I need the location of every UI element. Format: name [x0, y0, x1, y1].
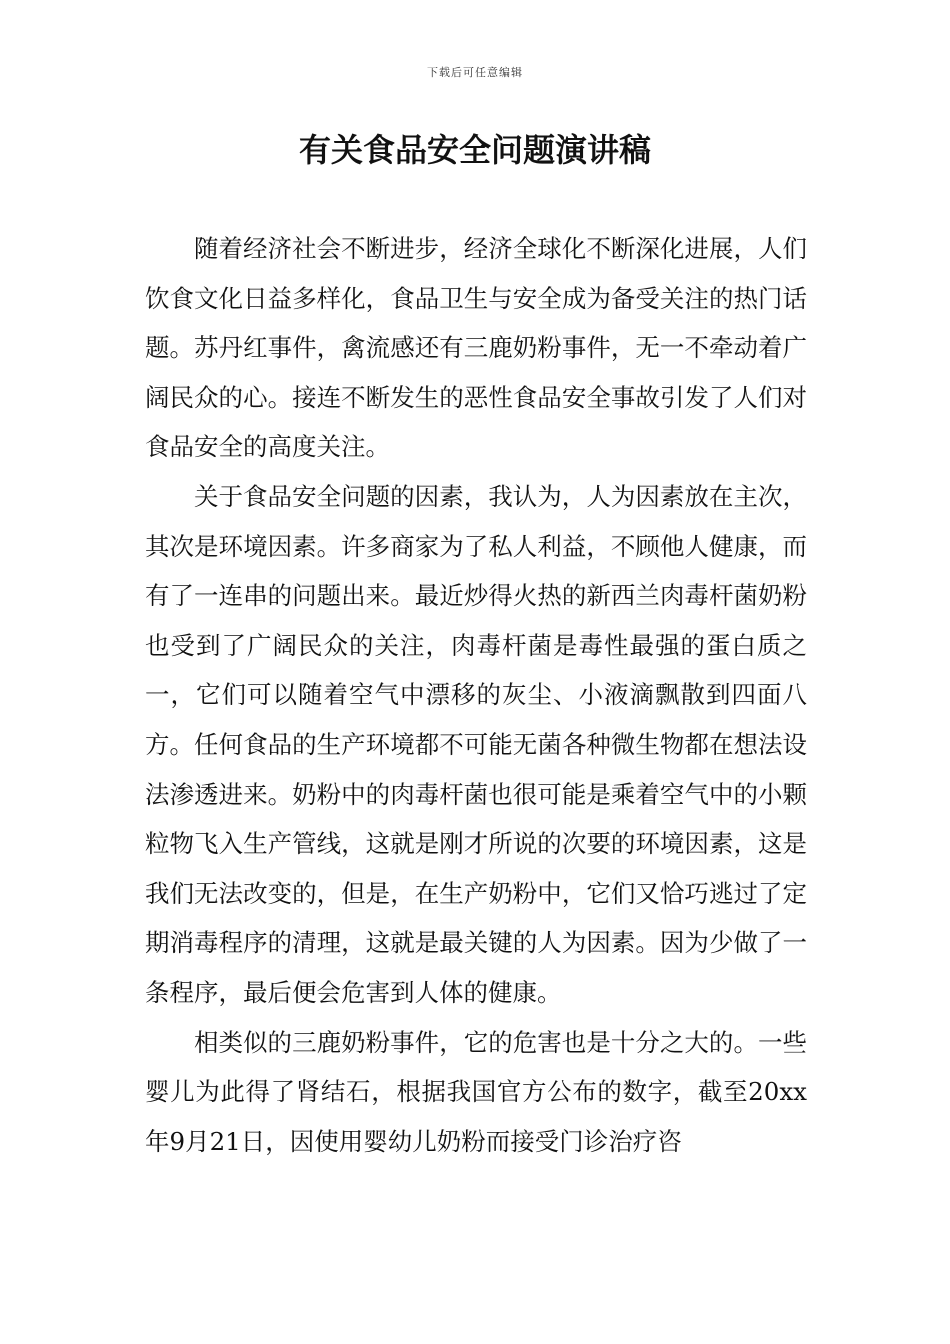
document-body	[145, 224, 807, 1166]
header-note: 下载后可任意编辑	[427, 66, 523, 79]
document-title: 有关食品安全问题演讲稿	[298, 131, 651, 169]
paragraph-3: 相类似的三鹿奶粉事件，它的危害也是十分之大的。一些婴儿为此得了肾结石，根据我国官方公布的数字，截至20xx年9月21日，因使用婴幼儿奶粉而接受门诊治疗咨	[145, 1027, 807, 1156]
paragraph-1: 随着经济社会不断进步，经济全球化不断深化进展，人们饮食文化日益多样化，食品卫生与安全成为备受关注的热门话题。苏丹红事件，禽流感还有三鹿奶粉事件，无一不牵动着广阔民众的心。接连不断发生的恶性食品安全事故引发了人们对食品安全的高度关注。	[145, 234, 807, 462]
paragraph-2: 关于食品安全问题的因素，我认为，人为因素放在主次，其次是环境因素。许多商家为了私人利益，不顾他人健康，而有了一连串的问题出来。最近炒得火热的新西兰肉毒杆菌奶粉也受到了广阔民众的关注，肉毒杆菌是毒性最强的蛋白质之一，它们可以随着空气中漂移的灰尘、小液滴飘散到四面八方。任何食品的生产环境都不可能无菌各种微生物都在想法设法渗透进来。奶粉中的肉毒杆菌也很可能是乘着空气中的小颗粒物飞入生产管线，这就是刚才所说的次要的环境因素，这是我们无法改变的，但是，在生产奶粉中，它们又恰巧逃过了定期消毒程序的清理，这就是最关键的人为因素。因为少做了一条程序，最后便会危害到人体的健康。	[145, 481, 807, 1007]
